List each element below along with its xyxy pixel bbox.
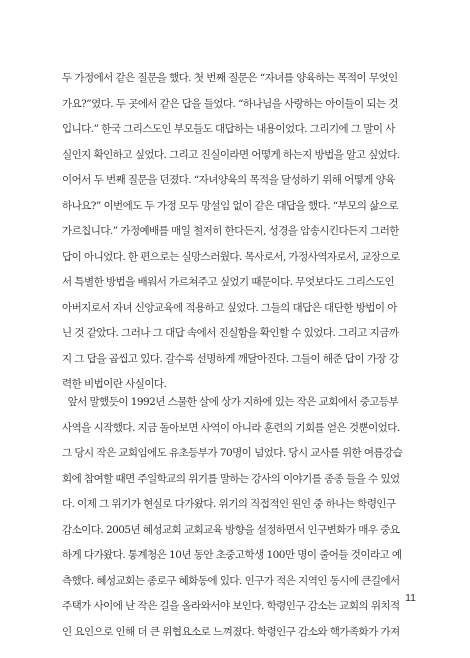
text-line: 입니다.” 한국 그리스도인 부모들도 대답하는 내용이었다. 그리기에 그 말이 사 <box>62 123 395 135</box>
text-line: 가르칩니다.” 가정예배를 매일 철저히 한다든지, 성경을 암송시킨다든지 그러한 <box>62 225 399 237</box>
text-line: 측했다. 혜성교회는 종로구 혜화동에 있다. 인구가 적은 지역인 동시에 큰길에서 <box>62 574 400 587</box>
paragraph-2 <box>62 390 414 645</box>
text-line: 감소이다. 2005년 혜성교회 교회교육 방향을 설정하면서 인구변화가 매우 중요 <box>62 523 400 536</box>
text-line: 회에 참여할 때면 주일학교의 위기를 말하는 강사의 이야기를 종종 들을 수 있었 <box>62 472 400 485</box>
text-line: 실인지 확인하고 싶었다. 그리고 진실이라면 어떻게 하는지 방법을 알고 싶었다. <box>62 148 400 161</box>
text-line: 가요?”였다. 두 곳에서 같은 답을 들었다. “하나님을 사랑하는 아이들이 되는 것 <box>62 97 398 110</box>
text-line: 아버지로서 자녀 신앙교육에 적용하고 싶었다. 그들의 대답은 대단한 방법이 아 <box>62 301 397 314</box>
text-line: 주택가 사이에 난 작은 길을 올라와서야 보인다. 학령인구 감소는 교회의 위치적 <box>62 600 400 612</box>
text-line: 력한 비법이란 사실이다. <box>62 378 167 390</box>
text-line: 이어서 두 번째 질문을 던졌다. “자녀양육의 목적을 달성하기 위해 어떻게 양육 <box>62 174 395 186</box>
text-line: 앞서 말했듯이 1992년 스물한 살에 상가 지하에 있는 작은 교회에서 중고등부 <box>62 396 399 408</box>
text-line: 사역을 시작했다. 지금 돌아보면 사역이 아니라 훈련의 기회를 얻은 것뿐이었다. <box>62 421 400 434</box>
text-line: 하게 다가왔다. 통계청은 10년 동안 초중고학생 100만 명이 줄어들 것이라고 예 <box>62 549 402 561</box>
text-line: 답이 아니었다. 한 편으로는 실망스러웠다. 목사로서, 가정사역자로서, 교장으로 <box>62 250 400 263</box>
text-line: 서 특별한 방법을 배워서 가르쳐주고 싶었기 때문이다. 무엇보다도 그리스도인 <box>62 276 395 288</box>
text-line: 하나요?” 이번에도 두 가정 모두 망설임 없이 같은 대답을 했다. “부모의 삶으로 <box>62 199 398 212</box>
page-number: 11 <box>405 592 416 604</box>
text-line: 지 그 답을 곱씹고 있다. 갈수록 선명하게 깨달아진다. 그들이 해준 답이 가장 강 <box>62 352 399 365</box>
paragraph-1 <box>62 66 414 398</box>
text-line: 다. 이제 그 위기가 현실로 다가왔다. 위기의 직접적인 원인 중 하나는 학령인구 <box>62 498 396 510</box>
text-line: 인 요인으로 인해 더 큰 위협요소로 느껴졌다. 학령인구 감소와 핵가족화가 가져 <box>62 625 400 638</box>
text-line: 두 가정에서 같은 질문을 했다. 첫 번째 질문은 “자녀를 양육하는 목적이 무엇인 <box>62 72 398 84</box>
text-line: 그 당시 작은 교회임에도 유초등부가 70명이 넘었다. 당시 교사를 위한 여름강습 <box>62 447 403 459</box>
text-line: 닌 것 같았다. 그러나 그 대답 속에서 진실함을 확인할 수 있었다. 그리고 지금까 <box>62 327 399 339</box>
